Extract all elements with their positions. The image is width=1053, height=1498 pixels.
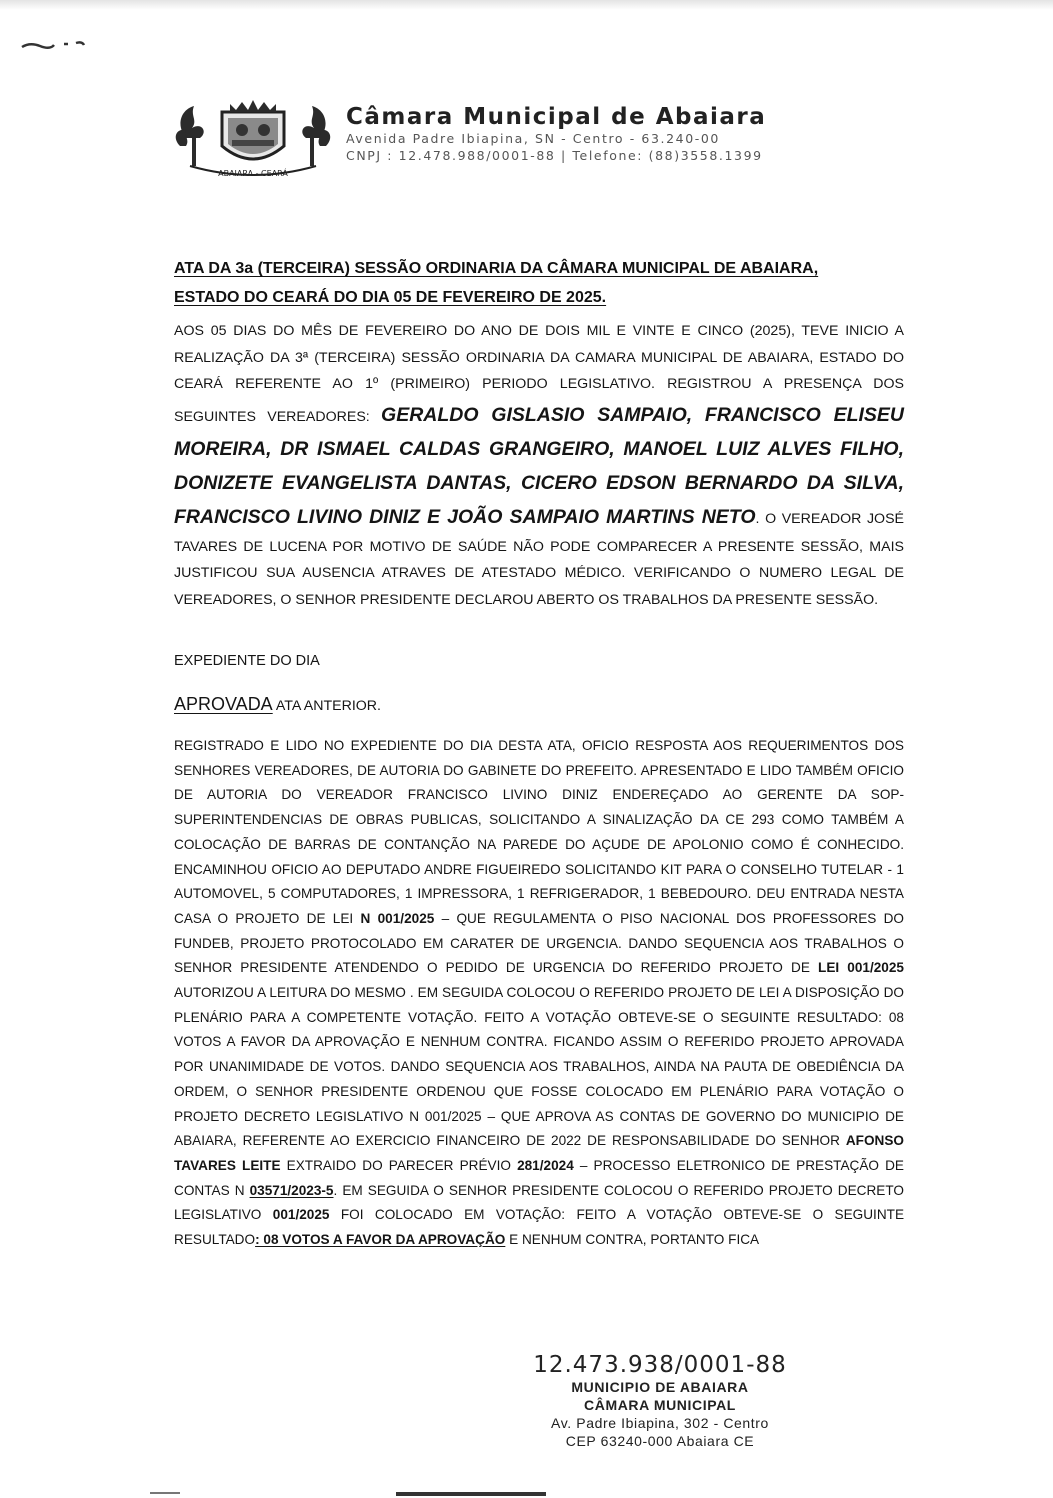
intro-rest: . O VEREADOR JOSÉ TAVARES DE LUCENA POR MOTIVO DE SAÚDE NÃO PODE COMPARECER A PRESENTE SESSÃO, MAIS JUSTIFICOU SUA AUSENCIA ATRAVES DE ATESTADO MÉDICO. VERIFICANDO O NUMERO LEGAL DE VEREADORES, O SENHOR PRESIDENTE DECLAROU ABERTO OS TRABALHOS DA PRESENTE SESSÃO. [174,510,905,608]
main-text-3: AUTORIZOU A LEITURA DO MESMO . EM SEGUIDA COLOCOU O REFERIDO PROJETO DE LEI A DISPOSIÇÃO DO PLENÁRIO PARA A COMPETENTE VOTAÇÃO. FEITO A VOTAÇÃO OBTEVE-SE O SEGUINTE RESULTADO: 08 VOTOS A FAVOR DA APROVAÇÃO E NENHUM CONTRA. FICANDO ASSIM O REFERIDO PROJETO APROVADA POR UNANIMIDADE DE VOTOS. DANDO SEQUENCIA AOS TRABALHOS, AINDA NA PAUTA DE OBEDIÊNCIA DA ORDEM, O SENHOR PRESIDENTE ORDENOU QUE FOSSE COLOCADO EM PLENÁRIO PARA VOTAÇÃO O PROJETO DECRETO LEGISLATIVO N 001/2025 – QUE APROVA AS CONTAS DE GOVERNO DO MUNICIPIO DE ABAIARA, REFERENTE AO EXERCICIO FINANCEIRO DE 2022 DE RESPONSABILIDADE DO SENHOR [174,985,904,1149]
scan-edge [0,0,1053,10]
main-text-7: FOI COLOCADO EM VOTAÇÃO: FEITO A VOTAÇÃO OBTEVE-SE O SEGUINTE RESULTADO [174,1207,905,1248]
main-text-6: . EM SEGUIDA O SENHOR PRESIDENTE COLOCOU O REFERIDO PROJETO DECRETO LEGISLATIVO [174,1182,904,1223]
intro-text: AOS 05 DIAS DO MÊS DE FEVEREIRO DO ANO DE DOIS MIL E VINTE E CINCO (2025), TEVE INICIO A REALIZAÇÃO DA 3ª (TERCEIRA) SESSÃO ORDINARIA DA CAMARA MUNICIPAL DE ABAIARA, ESTADO DO CEARÁ REFERENTE AO 1º (PRIMEIRO) PERIODO LEGISLATIVO. REGISTROU A PRESENÇA DOS SEGUINTES VEREADORES: [174,323,904,425]
lei-reference: LEI 001/2025 [818,960,904,976]
letterhead-text [346,104,906,164]
process-number: 03571/2023-5 [249,1182,334,1198]
letterhead [172,98,892,178]
main-paragraph [174,734,904,1253]
approval-line [174,694,381,715]
scan-artifact [396,1492,546,1496]
lei-number: N 001/2025 [360,910,435,926]
main-text-2: – QUE REGULAMENTA O PISO NACIONAL DOS PROFESSORES DO FUNDEB, PROJETO PROTOCOLADO EM CARATER DE URGENCIA. DANDO SEQUENCIA AOS TRABALHOS O SENHOR PRESIDENTE ATENDENDO O PEDIDO DE URGENCIA DO REFERIDO PROJETO DE [174,910,905,976]
main-text-4: EXTRAIDO DO PARECER PRÉVIO [286,1157,511,1173]
institution-contacts: CNPJ : 12.478.988/0001-88 | Telefone: (88)3558.1399 [346,148,763,163]
heading-line-1: ATA DA 3a (TERCEIRA) SESSÃO ORDINARIA DA CÂMARA MUNICIPAL DE ABAIARA, [174,260,819,277]
crest-caption: ABAIARA - CEARÁ [218,169,288,178]
main-text-5: – PROCESSO ELETRONICO DE PRESTAÇÃO DE CONTAS N [174,1157,904,1198]
municipal-crest-icon [172,98,334,180]
scan-mark-icon [20,38,90,52]
stamp-line-3: Av. Padre Ibiapina, 302 - Centro [551,1415,769,1431]
stamp-line-1: MUNICIPIO DE ABAIARA [571,1379,749,1395]
institution-address: Avenida Padre Ibiapina, SN - Centro - 63.240-00 [346,131,720,146]
stamp-cnpj: 12.473.938/0001-88 [533,1352,787,1378]
scan-artifact [150,1492,180,1494]
responsible-name: AFONSO TAVARES LEITE [174,1133,904,1173]
minutes-heading [174,254,904,312]
stamp-line-4: CEP 63240-000 Abaiara CE [565,1433,755,1449]
heading-line-2: ESTADO DO CEARÁ DO DIA 05 DE FEVEREIRO DE 2025. [174,289,607,306]
parecer-number: 281/2024 [517,1157,574,1173]
main-text-8: E NENHUM CONTRA, PORTANTO FICA [509,1232,760,1248]
aprovada-label: APROVADA [174,694,273,714]
stamp-line-2: CÂMARA MUNICIPAL [584,1397,736,1413]
cnpj-stamp [520,1352,800,1450]
institution-title: Câmara Municipal de Abaiara [346,104,767,130]
expediente-title: EXPEDIENTE DO DIA [174,653,320,669]
opening-paragraph [174,318,904,613]
main-text-1: REGISTRADO E LIDO NO EXPEDIENTE DO DIA DESTA ATA, OFICIO RESPOSTA AOS REQUERIMENTOS DOS SENHORES VEREADORES, DE AUTORIA DO GABINETE DO PREFEITO. APRESENTADO E LIDO TAMBÉM OFICIO DE AUTORIA DO VEREADOR FRANCISCO LIVINO DINIZ ENDEREÇADO AO GERENTE DA SOP- SUPERINTENDENCIAS DE OBRAS PUBLICAS, SOLICITANDO A SINALIZAÇÃO DA CE 293 COMO TAMBÉM A COLOCAÇÃO DE BARRAS DE CONTANÇÃO NA PAREDE DO AÇUDE DE APOLONIO COMO É CONHECIDO. ENCAMINHOU OFICIO AO DEPUTADO ANDRE FIGUEIREDO SOLICITANDO KIT PARA O CONSELHO TUTELAR - 1 AUTOMOVEL, 5 COMPUTADORES, 1 IMPRESSORA, 1 REFRIGERADOR, 1 BEBEDOURO. DEU ENTRADA NESTA CASA O PROJETO DE LEI [174,738,904,926]
ata-anterior: ATA ANTERIOR. [275,698,381,714]
decreto-number: 001/2025 [272,1207,330,1223]
vote-result: : 08 VOTOS A FAVOR DA APROVAÇÃO [255,1232,506,1248]
vereadores-list: GERALDO GISLASIO SAMPAIO, FRANCISCO ELISEU MOREIRA, DR ISMAEL CALDAS GRANGEIRO, MANOEL LUIZ ALVES FILHO, DONIZETE EVANGELISTA DANTAS, CICERO EDSON BERNARDO DA SILVA, FRANCISCO LIVINO DINIZ E JOÃO SAMPAIO MARTINS NETO [174,403,905,528]
